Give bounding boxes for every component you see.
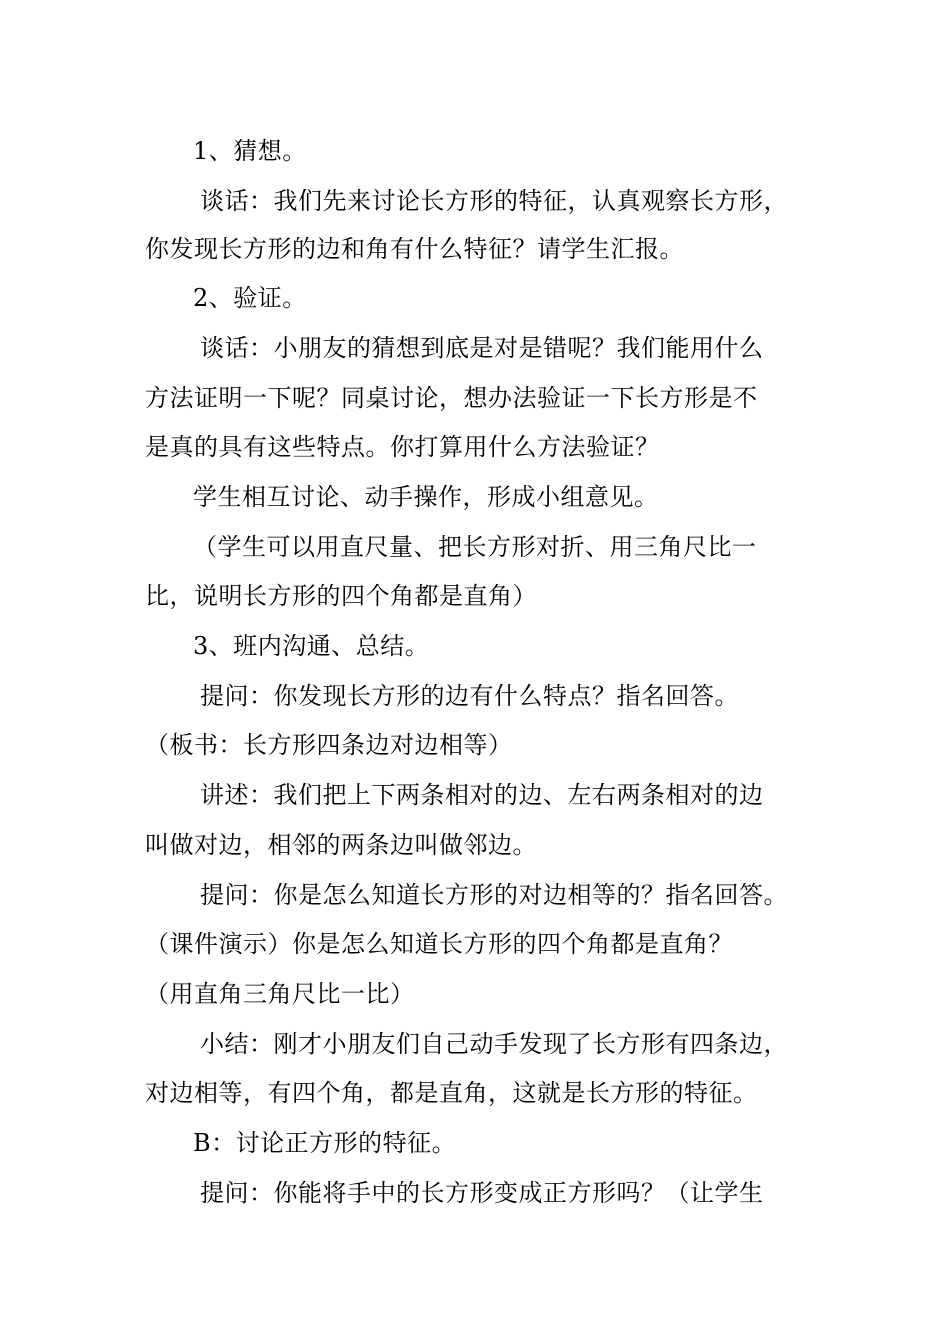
paragraph-line: 谈话：我们先来讨论长方形的特征，认真观察长方形， [200,187,788,215]
section-heading-verify: 2、验证。 [193,284,307,312]
paragraph-line: 提问：你是怎么知道长方形的对边相等的？指名回答。 [200,881,788,909]
paragraph-line: 讲述：我们把上下两条相对的边、左右两条相对的边 [200,781,764,809]
paragraph-line: 对边相等，有四个角，都是直角，这就是长方形的特征。 [145,1079,758,1107]
paragraph-line: （课件演示）你是怎么知道长方形的四个角都是直角？ [145,930,733,958]
paragraph-line: 学生相互讨论、动手操作，形成小组意见。 [193,483,659,511]
paragraph-line: （学生可以用直尺量、把长方形对折、用三角尺比一 [193,533,757,561]
paragraph-line: 提问：你发现长方形的边有什么特点？指名回答。 [200,682,739,710]
section-heading-square: B：讨论正方形的特征。 [193,1129,457,1157]
paragraph-line: 谈话：小朋友的猜想到底是对是错呢？我们能用什么 [200,334,764,362]
paragraph-line: 小结：刚才小朋友们自己动手发现了长方形有四条边， [200,1030,788,1058]
paragraph-line: 叫做对边，相邻的两条边叫做邻边。 [145,831,537,859]
paragraph-line: （板书：长方形四条边对边相等） [145,731,513,759]
section-heading-guess: 1、猜想。 [193,137,307,165]
paragraph-line: 你发现长方形的边和角有什么特征？请学生汇报。 [145,235,684,263]
section-heading-summary: 3、班内沟通、总结。 [193,632,430,660]
paragraph-line: 比，说明长方形的四个角都是直角） [145,582,537,610]
paragraph-line: 是真的具有这些特点。你打算用什么方法验证？ [145,433,660,461]
paragraph-line: 提问：你能将手中的长方形变成正方形吗？（让学生 [200,1179,764,1207]
paragraph-line: （用直角三角尺比一比） [145,980,415,1008]
paragraph-line: 方法证明一下呢？同桌讨论，想办法验证一下长方形是不 [145,384,758,412]
